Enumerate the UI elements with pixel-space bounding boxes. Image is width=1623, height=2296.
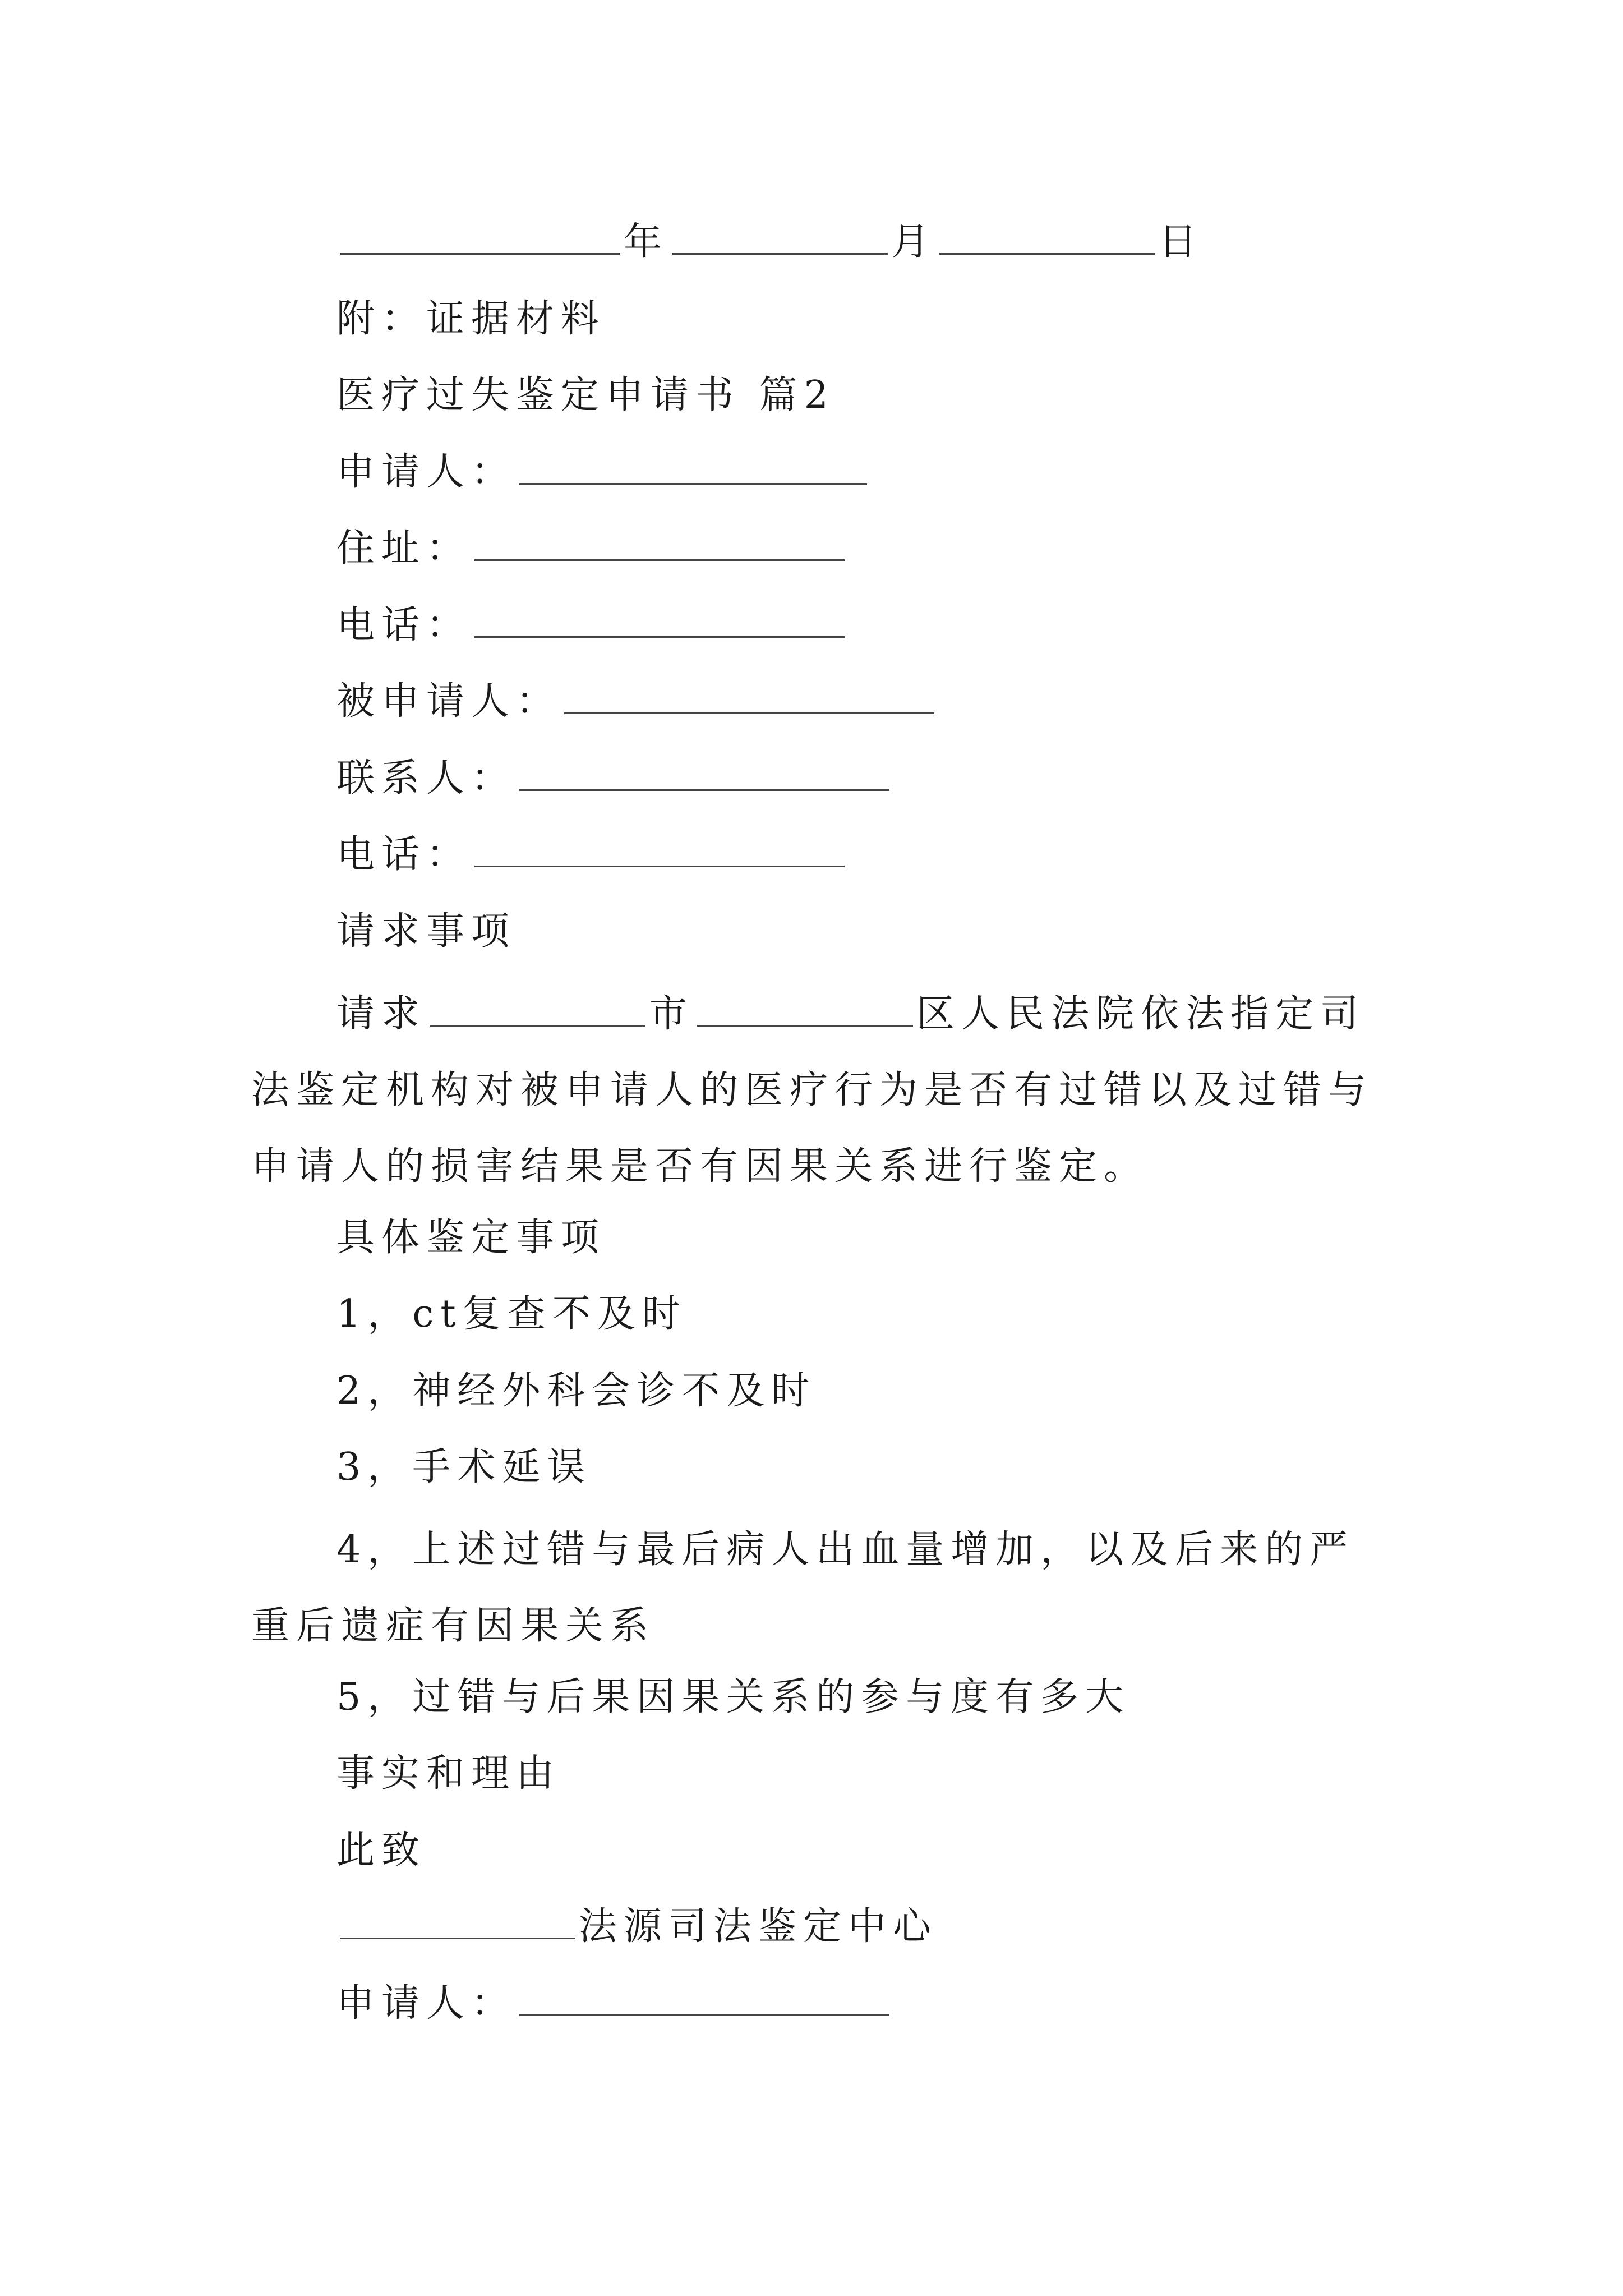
address-blank — [474, 528, 845, 561]
phone-blank — [474, 605, 845, 638]
respondent-blank — [564, 681, 934, 714]
facts-heading: 事实和理由 — [336, 1751, 561, 1796]
request-part3: 区人民法院依法指定司法鉴定机构对被申请人的医疗行为是否有过错以及过错与申请人的损害结果是否有因果关系进行鉴定。 — [251, 992, 1373, 1189]
day-label: 日 — [1159, 220, 1204, 264]
year-label: 年 — [624, 220, 669, 264]
address-field — [336, 526, 848, 571]
district-blank — [697, 993, 913, 1027]
applicant-label: 申请人： — [336, 450, 517, 494]
phone2-label: 电话： — [336, 832, 472, 877]
day-blank — [939, 222, 1155, 255]
request-heading: 请求事项 — [336, 909, 517, 954]
recipient-line — [336, 1904, 938, 1949]
address-label: 住址： — [336, 526, 472, 570]
applicant-blank — [519, 452, 867, 485]
date-line — [336, 220, 1204, 265]
list-item-long: 4，上述过错与最后病人出血量增加，以及后来的严重后遗症有因果关系 — [251, 1527, 1355, 1648]
recipient-label: 法源司法鉴定中心 — [579, 1904, 938, 1949]
details-heading: 具体鉴定事项 — [336, 1216, 606, 1260]
phone-field — [336, 603, 848, 648]
month-label: 月 — [891, 220, 937, 264]
signature-field — [336, 1981, 893, 2026]
signature-blank — [519, 1983, 889, 2016]
city-blank — [430, 993, 645, 1027]
contact-label: 联系人： — [336, 756, 517, 800]
respondent-label: 被申请人： — [336, 679, 561, 724]
request-part2: 市 — [649, 992, 694, 1036]
list-item: 5，过错与后果因果关系的参与度有多大 — [336, 1675, 1131, 1719]
list-item: 3，手术延误 — [336, 1445, 592, 1489]
request-paragraph — [251, 976, 1384, 1205]
phone-label: 电话： — [336, 603, 472, 647]
request-part1: 请求 — [336, 992, 427, 1036]
list-item: 1，ct复查不及时 — [336, 1292, 687, 1336]
month-blank — [672, 222, 888, 255]
applicant-field — [336, 450, 870, 495]
year-blank — [340, 222, 620, 255]
phone2-blank — [474, 834, 845, 867]
section-title: 医疗过失鉴定申请书 篇2 — [336, 373, 835, 417]
phone2-field — [336, 832, 848, 877]
respondent-field — [336, 679, 938, 724]
contact-blank — [519, 758, 889, 791]
closing-line: 此致 — [336, 1828, 427, 1872]
contact-field — [336, 756, 893, 801]
recipient-blank — [340, 1906, 575, 1939]
signature-label: 申请人： — [336, 1981, 517, 2026]
list-item: 2，神经外科会诊不及时 — [336, 1369, 817, 1413]
attachment-line: 附：证据材料 — [336, 297, 606, 341]
